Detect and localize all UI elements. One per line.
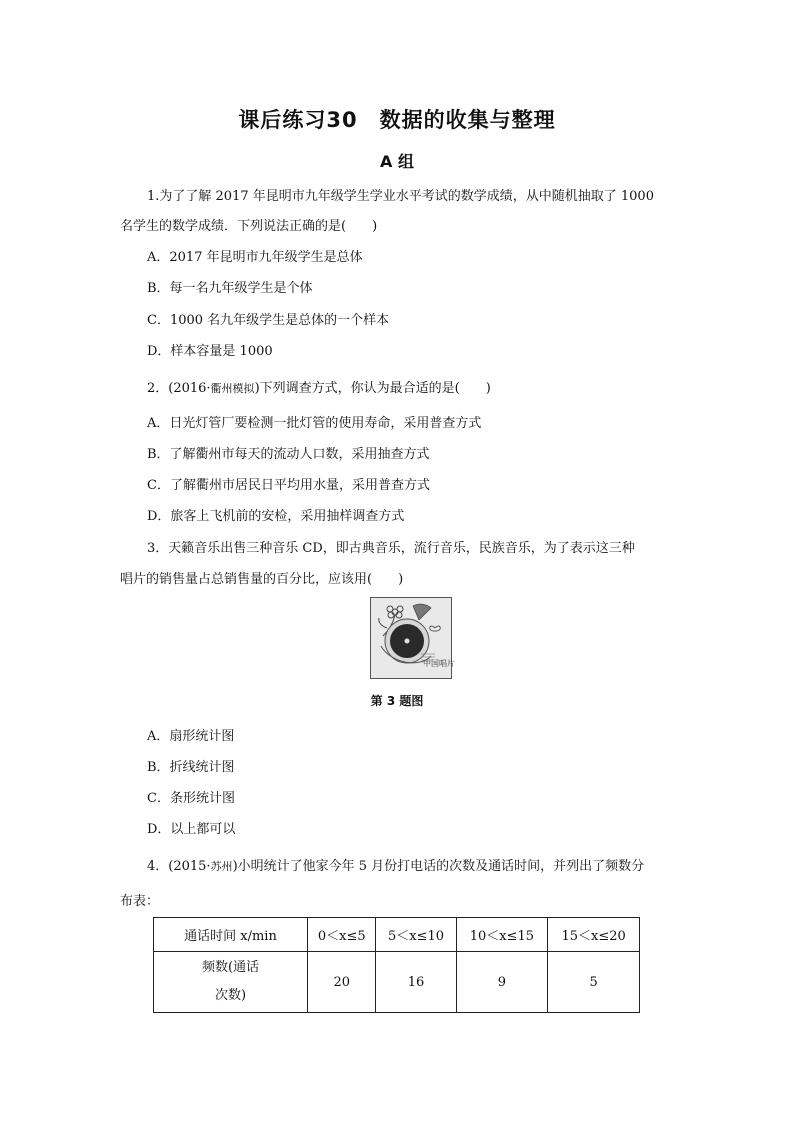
table-cell: 20 [308, 952, 376, 1013]
row-label-line2: 次数) [214, 988, 247, 1003]
row-label-cell [154, 952, 308, 1013]
q3-stem-line2: 唱片的销售量占总销售量的百分比，应该用( ) [120, 572, 404, 587]
table-header-row [154, 918, 640, 952]
q2-prefix: 2．(2016· [147, 381, 211, 396]
q2-suffix: )下列调查方式，你认为最合适的是( ) [254, 381, 491, 396]
row-label-line1: 频数(通话 [201, 960, 260, 975]
q3-stem-line1: 3．天籁音乐出售三种音乐 CD，即古典音乐，流行音乐，民族音乐，为了表示这三种 [147, 541, 635, 556]
table-header-cell: 5＜x≤10 [376, 918, 456, 952]
q3-option-c: C．条形统计图 [147, 791, 235, 806]
table-header-cell: 10＜x≤15 [456, 918, 548, 952]
q2-option-b: B．了解衢州市每天的流动人口数，采用抽查方式 [147, 447, 430, 462]
q1-option-c: C．1000 名九年级学生是总体的一个样本 [147, 313, 390, 328]
title-lesson: 课后练习30 [238, 108, 358, 132]
page-title [0, 104, 794, 134]
table-header-cell: 0＜x≤5 [308, 918, 376, 952]
table-cell: 9 [456, 952, 548, 1013]
q3-option-a: A．扇形统计图 [147, 729, 235, 744]
table-header-cell: 15＜x≤20 [548, 918, 640, 952]
q4-source: 苏州 [210, 860, 233, 873]
cd-illustration [371, 598, 455, 678]
q2-option-c: C．了解衢州市居民日平均用水量，采用普查方式 [147, 478, 430, 493]
q4-suffix: )小明统计了他家今年 5 月份打电话的次数及通话时间，并列出了频数分 [232, 859, 645, 874]
q3-figure-caption: 第 3 题图 [370, 694, 424, 708]
q1-stem-line1: 1.为了了解 2017 年昆明市九年级学生学业水平考试的数学成绩，从中随机抽取了 1000 [147, 189, 654, 204]
cd-brand-text: 中国唱片 [423, 659, 455, 668]
table-cell: 5 [548, 952, 640, 1013]
table-header-cell: 通话时间 x/min [154, 918, 308, 952]
q2-source: 衢州模拟 [210, 382, 255, 395]
table-row [154, 952, 640, 1013]
q1-option-b: B．每一名九年级学生是个体 [147, 281, 313, 296]
q4-stem-line1 [147, 858, 644, 876]
q3-option-d: D．以上都可以 [147, 822, 236, 837]
q2-option-a: A．日光灯管厂要检测一批灯管的使用寿命，采用普查方式 [147, 416, 482, 431]
q1-option-d: D．样本容量是 1000 [147, 344, 273, 359]
q2-option-d: D．旅客上飞机前的安检，采用抽样调查方式 [147, 509, 405, 524]
q2-stem [147, 380, 491, 398]
q4-prefix: 4．(2015· [147, 859, 211, 874]
q1-stem-line2: 名学生的数学成绩．下列说法正确的是( ) [120, 219, 378, 234]
q1-option-a: A．2017 年昆明市九年级学生是总体 [147, 250, 363, 265]
group-heading: A 组 [380, 152, 414, 171]
frequency-table [153, 917, 640, 1013]
table-cell: 16 [376, 952, 456, 1013]
q3-option-b: B．折线统计图 [147, 760, 235, 775]
title-topic: 数据的收集与整理 [379, 108, 556, 132]
cd-cover-image [370, 597, 455, 679]
q4-stem-line2: 布表： [120, 894, 160, 909]
